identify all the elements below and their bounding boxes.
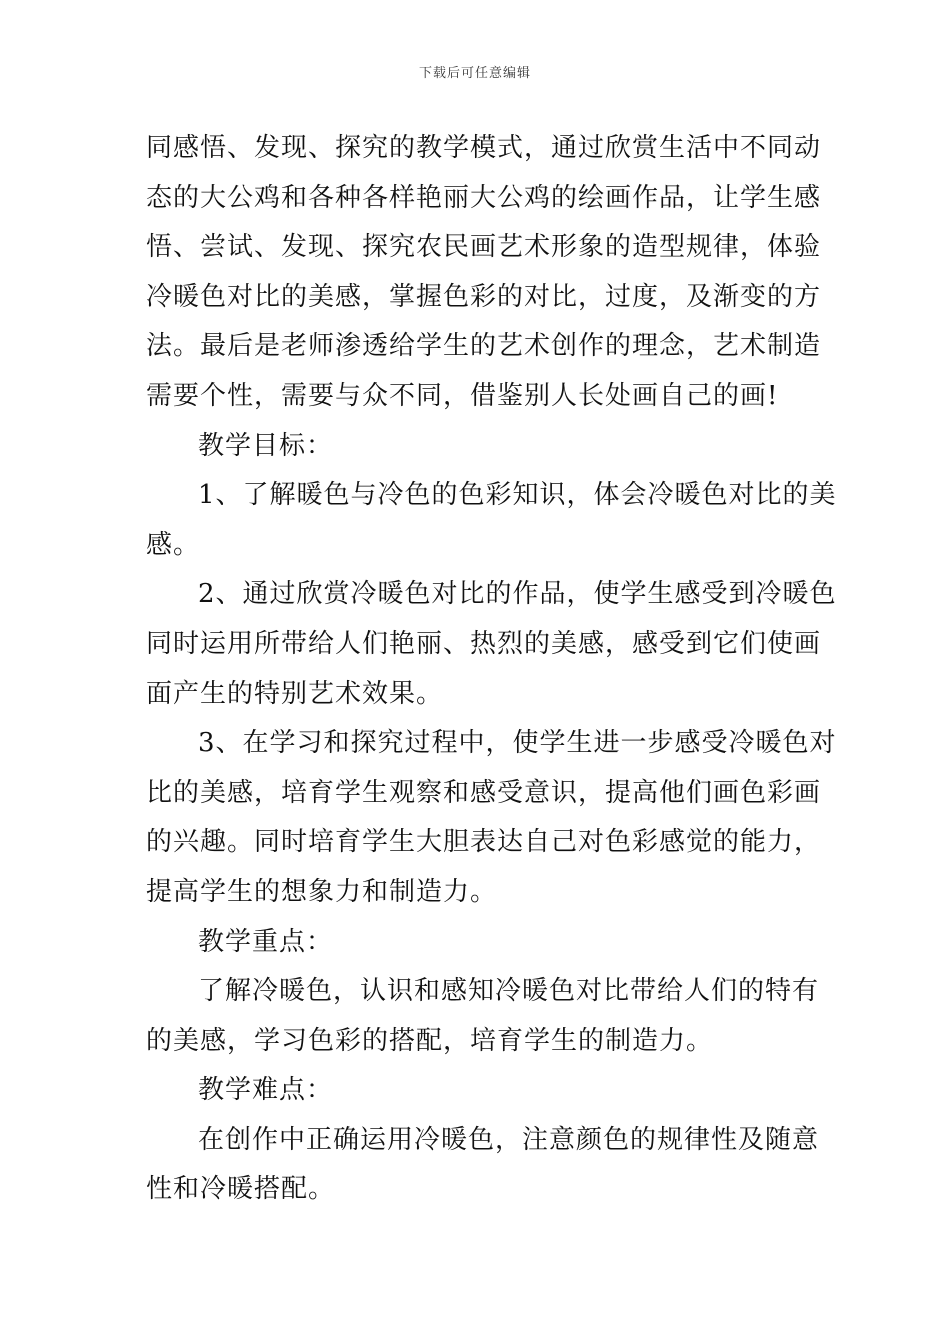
text-line: 悟、尝试、发现、探究农民画艺术形象的造型规律，体验	[146, 232, 822, 263]
objective-item-1: 1、了解暖色与冷色的色彩知识，体会冷暖色对比的美	[198, 480, 837, 511]
text-line: 性和冷暖搭配。	[146, 1174, 336, 1205]
text-line: 同感悟、发现、探究的教学模式，通过欣赏生活中不同动	[146, 133, 822, 163]
text-line: 冷暖色对比的美感，掌握色彩的对比，过度，及渐变的方	[146, 281, 822, 312]
section-heading-key-points: 教学重点：	[198, 926, 334, 957]
section-heading-difficulties: 教学难点：	[198, 1075, 334, 1106]
objective-item-3: 3、在学习和探究过程中，使学生进一步感受冷暖色对	[198, 728, 837, 759]
objective-item-2: 2、通过欣赏冷暖色对比的作品，使学生感受到冷暖色	[198, 579, 837, 610]
document-body	[146, 124, 837, 1215]
section-heading-objectives: 教学目标：	[198, 430, 334, 461]
text-line: 提高学生的想象力和制造力。	[146, 876, 498, 907]
text-line: 感。	[146, 529, 201, 560]
text-line: 态的大公鸡和各种各样艳丽大公鸡的绘画作品，让学生感	[146, 182, 822, 213]
text-line: 的美感，学习色彩的搭配，培育学生的制造力。	[146, 1025, 714, 1056]
text-line: 面产生的特别艺术效果。	[146, 678, 444, 709]
text-line: 的兴趣。同时培育学生大胆表达自己对色彩感觉的能力，	[146, 827, 822, 858]
difficulties-text: 在创作中正确运用冷暖色，注意颜色的规律性及随意	[198, 1124, 820, 1155]
text-line: 需要个性，需要与众不同，借鉴别人长处画自己的画!	[146, 380, 779, 411]
key-points-text: 了解冷暖色，认识和感知冷暖色对比带给人们的特有	[198, 976, 820, 1007]
text-line: 比的美感，培育学生观察和感受意识，提高他们画色彩画	[146, 777, 822, 808]
text-line: 同时运用所带给人们艳丽、热烈的美感，感受到它们使画	[146, 628, 822, 659]
text-line: 法。最后是老师渗透给学生的艺术创作的理念，艺术制造	[146, 331, 822, 362]
page-header: 下载后可任意编辑	[418, 66, 531, 81]
